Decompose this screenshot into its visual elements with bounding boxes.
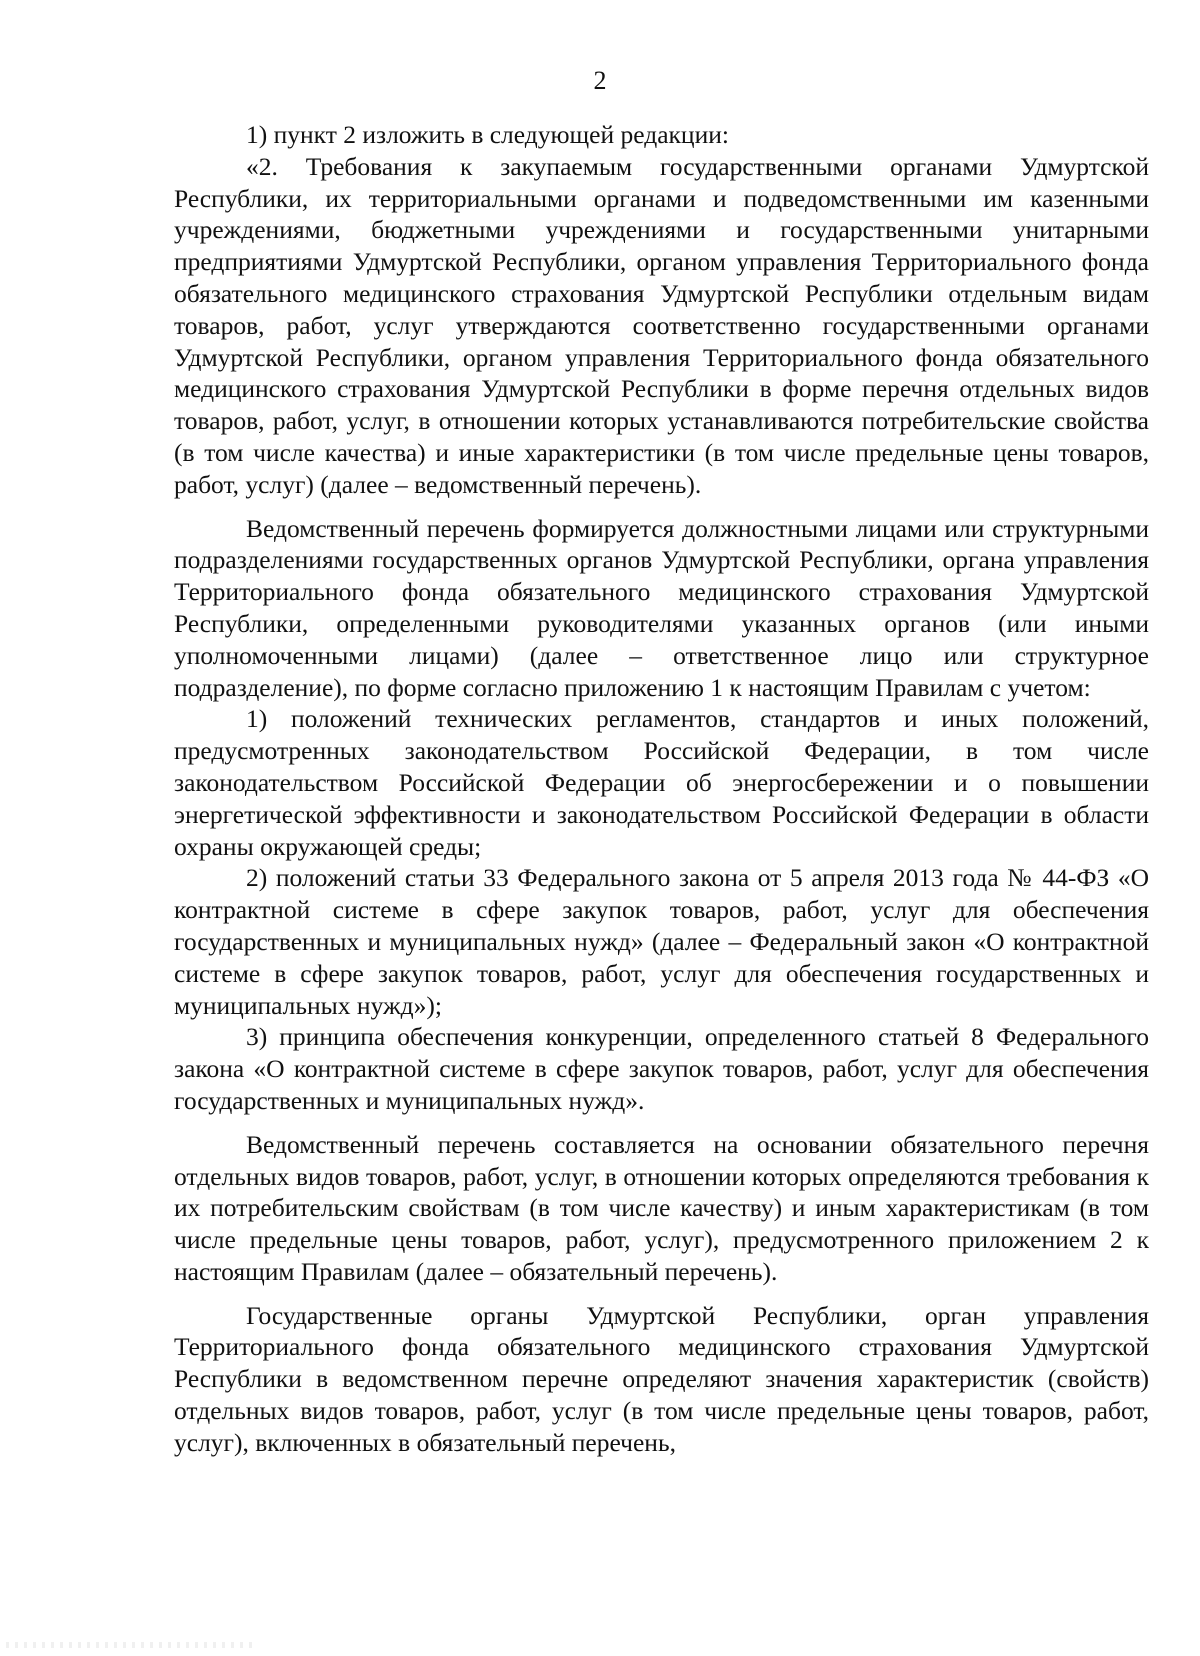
paragraph-amendment-intro: 1) пункт 2 изложить в следующей редакции: [246,120,729,149]
paragraph-departmental-list: Ведомственный перечень формируется должностными лицами или структурными подразделениями государственных органов Удмуртской Республики, органа управления Территориального фонда обязательного медицинского страхования Удмуртской Республики, определенными руководителями указанных органов (или иными уполномоченными лицами) (далее – ответственное лицо или структурное подразделение), по форме согласно приложению 1 к настоящим Правилам с учетом: [174,513,1149,702]
scan-artifact [6,1642,256,1648]
paragraph-mandatory-list: Ведомственный перечень составляется на основании обязательного перечня отдельных видов товаров, работ, услуг, в отношении которых определяются требования к их потребительским свойствам (в том числе качеству) и иным характеристикам (в том числе предельные цены товаров, работ, услуг), предусмотренного приложением 2 к настоящим Правилам (далее – обязательный перечень). [174,1129,1149,1286]
document-body [174,119,1149,1459]
list-item-federal-law-article-33: 2) положений статьи 33 Федерального закона от 5 апреля 2013 года № 44-ФЗ «О контрактной системе в сфере закупок товаров, работ, услуг для обеспечения государственных и муниципальных нужд» (далее – Федеральный закон «О контрактной системе в сфере закупок товаров, работ, услуг для обеспечения государственных и муниципальных нужд»); [174,863,1149,1020]
list-item-technical-regulations: 1) положений технических регламентов, стандартов и иных положений, предусмотренных законодательством Российской Федерации, в том числе законодательством Российской Федерации об энергосбережении и о повышении энергетической эффективности и законодательством Российской Федерации в области охраны окружающей среды; [174,704,1149,861]
page-number: 2 [593,66,607,95]
list-item-competition-principle: 3) принципа обеспечения конкуренции, определенного статьей 8 Федерального закона «О контрактной системе в сфере закупок товаров, работ, услуг для обеспечения государственных и муниципальных нужд». [174,1022,1149,1115]
paragraph-requirements: «2. Требования к закупаемым государственными органами Удмуртской Республики, их территориальными органами и подведомственными им казенными учреждениями, бюджетными учреждениями и государственными унитарными предприятиями Удмуртской Республики, органом управления Территориального фонда обязательного медицинского страхования Удмуртской Республики отдельным видам товаров, работ, услуг утверждаются соответственно государственными органами Удмуртской Республики, органом управления Территориального фонда обязательного медицинского страхования Удмуртской Республики в форме перечня отдельных видов товаров, работ, услуг, в отношении которых устанавливаются потребительские свойства (в том числе качества) и иные характеристики (в том числе предельные цены товаров, работ, услуг) (далее – ведомственный перечень). [174,151,1149,499]
paragraph-state-bodies: Государственные органы Удмуртской Республики, орган управления Территориального фонда обязательного медицинского страхования Удмуртской Республики в ведомственном перечне определяют значения характеристик (свойств) отдельных видов товаров, работ, услуг (в том числе предельные цены товаров, работ, услуг), включенных в обязательный перечень, [174,1300,1149,1457]
